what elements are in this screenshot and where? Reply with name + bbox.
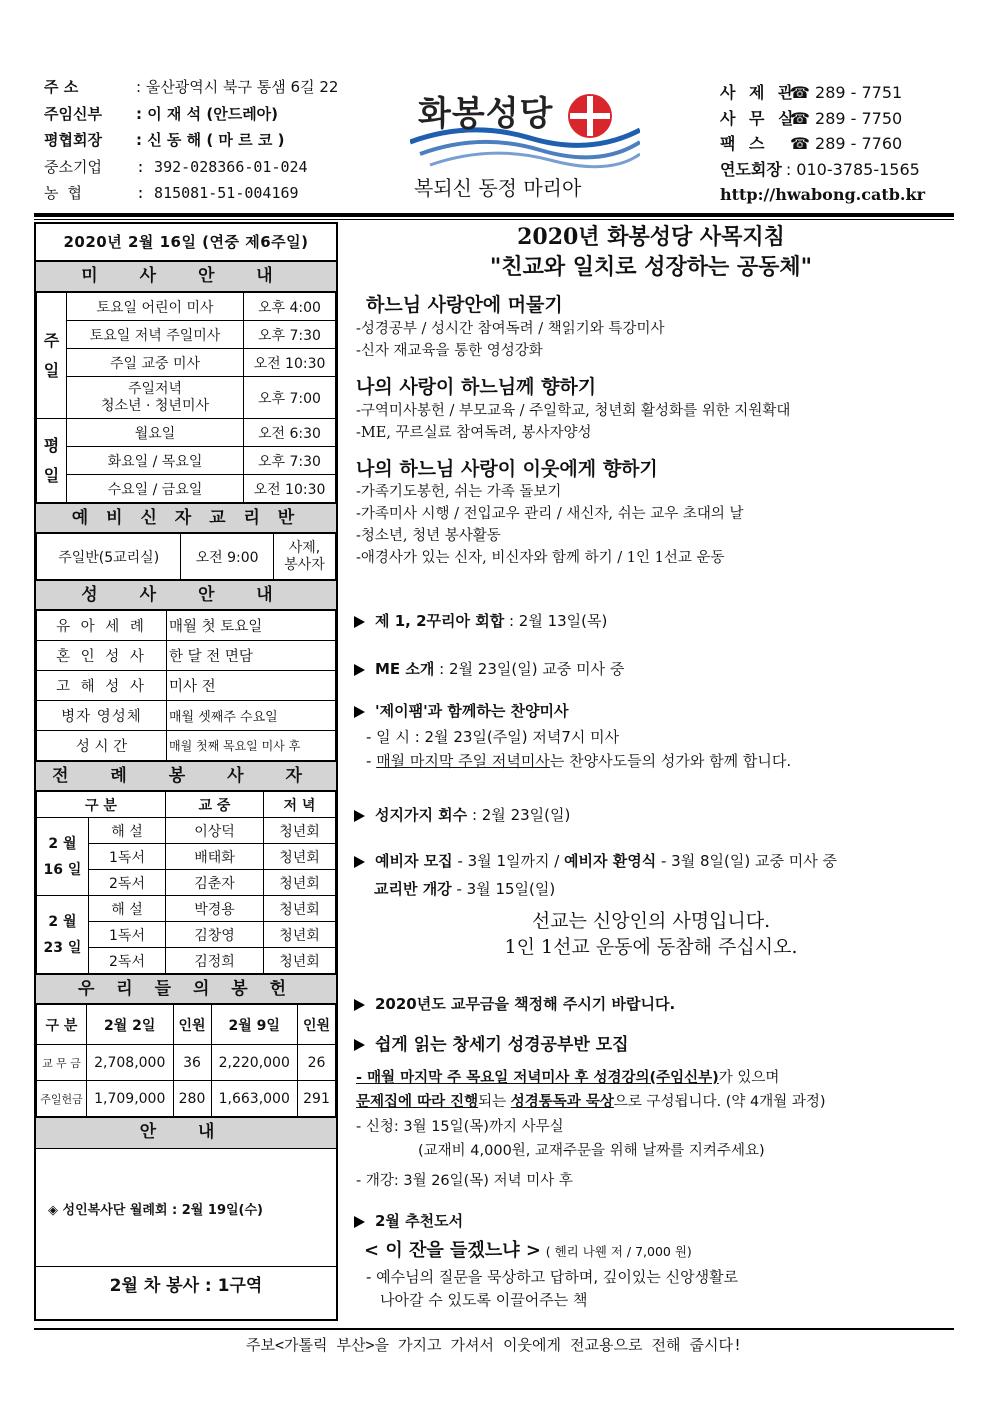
divider xyxy=(34,1328,954,1330)
goal2-heading: 나의 사랑이 하느님께 향하기 xyxy=(356,376,597,398)
offering-count: 291 xyxy=(298,1081,336,1117)
parish-logo xyxy=(410,80,640,210)
server-group: 청년회 xyxy=(264,870,336,896)
divider xyxy=(34,213,954,217)
offering-head: 구 분 xyxy=(37,1005,87,1045)
notice-section-title: 안 내 xyxy=(36,1117,336,1149)
news-catechumen: 예비자 모집 - 3월 1일까지 / 예비자 환영식 - 3월 8일(일) 교중 미사 중 xyxy=(354,850,837,871)
book-desc: - 예수님의 질문을 묵상하고 답하며, 깊이있는 신앙생활로 xyxy=(366,1268,739,1286)
bank1-label: 중소기업 xyxy=(44,157,102,176)
server-role: 1독서 xyxy=(89,922,166,948)
servers-head: 구 분 xyxy=(37,792,166,818)
goal2-item: -ME, 꾸르실료 참여독려, 봉사자양성 xyxy=(356,425,592,441)
bank1: : 392-028366-01-024 xyxy=(136,157,308,176)
news-praise-mass: '제이팸'과 함께하는 찬양미사 xyxy=(354,700,569,721)
goal1-item: -성경공부 / 성시간 참여독려 / 책읽기와 특강미사 xyxy=(356,321,665,337)
server-name: 배태화 xyxy=(166,844,264,870)
servers-date: 2 월 16 일 xyxy=(37,818,89,896)
header-contacts xyxy=(720,80,960,208)
pastor-label: 주임신부 xyxy=(44,104,102,123)
offering-type: 교 무 금 xyxy=(37,1045,87,1081)
sacrament-info: 매월 첫째 목요일 미사 후 xyxy=(167,731,336,761)
bank2-label: 농 협 xyxy=(44,184,83,202)
sacrament-name: 고 해 성 사 xyxy=(37,671,167,701)
footer-message: 주보<가톨릭 부산>을 가지고 가셔서 이웃에게 전교용으로 전해 줍시다! xyxy=(245,1336,743,1354)
goal3-heading: 나의 하느님 사랑이 이웃에게 향하기 xyxy=(356,458,658,480)
sacrament-section-title: 성 사 안 내 xyxy=(36,580,336,610)
servers-date: 2 월 23 일 xyxy=(37,896,89,974)
council: : 신 동 해 ( 마 르 코 ) xyxy=(136,131,285,149)
mass-name: 화요일 / 목요일 xyxy=(67,447,244,475)
mass-name: 토요일 저녁 주일미사 xyxy=(67,321,244,349)
arrow-icon xyxy=(354,810,365,822)
server-name: 김춘자 xyxy=(166,870,264,896)
mass-time: 오후 7:00 xyxy=(244,377,336,419)
offering-value: 1,663,000 xyxy=(211,1081,298,1117)
sacrament-name: 병자 영성체 xyxy=(37,701,167,731)
offering-value: 2,708,000 xyxy=(87,1045,174,1081)
bible-study-fee: (교재비 4,000원, 교재주문을 위해 날짜를 지켜주세요) xyxy=(418,1143,765,1159)
rectory-tel: ☎ 289 - 7751 xyxy=(790,83,903,102)
goal3-item: -가족기도봉헌, 쉬는 가족 돌보기 xyxy=(356,484,562,500)
address-label: 주 소 xyxy=(44,78,79,96)
goal3-item: -애경사가 있는 신자, 비신자와 함께 하기 / 1인 1선교 운동 xyxy=(356,550,725,566)
bible-study-signup: - 신청: 3월 15일(목)까지 사무실 xyxy=(356,1119,564,1135)
sacrament-name: 유 아 세 례 xyxy=(37,611,167,641)
server-role: 해 설 xyxy=(89,896,166,922)
sacrament-name: 혼 인 성 사 xyxy=(37,641,167,671)
office-tel: ☎ 289 - 7750 xyxy=(790,108,903,128)
mass-name: 주일저녁 청소년 · 청년미사 xyxy=(67,377,244,419)
news-catechism-start: 교리반 개강 - 3월 15일(일) xyxy=(374,880,556,898)
mass-name: 월요일 xyxy=(67,419,244,447)
mass-time: 오전 6:30 xyxy=(244,419,336,447)
server-group: 청년회 xyxy=(264,844,336,870)
server-role: 해 설 xyxy=(89,818,166,844)
bible-study-start: - 개강: 3월 26일(목) 저녁 미사 후 xyxy=(356,1173,573,1189)
offering-count: 26 xyxy=(298,1045,336,1081)
bulletin-date: 2020년 2월 16일 (연중 제6주일) xyxy=(36,224,336,262)
goal1-item: -신자 재교육을 통한 영성강화 xyxy=(356,343,543,359)
pastoral-motto: "친교와 일치로 성장하는 공동체" xyxy=(489,254,813,280)
rosary-tel: : 010-3785-1565 xyxy=(785,159,920,179)
offering-head: 2월 2일 xyxy=(87,1005,174,1045)
news-praise-note: - 매월 마지막 주일 저녁미사는 찬양사도들의 성가와 함께 합니다. xyxy=(366,752,792,770)
news-praise-date: - 일 시 : 2월 23일(주일) 저녁7시 미사 xyxy=(366,728,620,746)
header-info xyxy=(44,74,344,207)
mission-line: 선교는 신앙인의 사명입니다. xyxy=(531,910,771,932)
news-dues: 2020년도 교무금을 책정해 주시기 바랍니다. xyxy=(354,993,675,1014)
server-name: 김창영 xyxy=(166,922,264,948)
book-info: ( 헨리 나웬 저 / 7,000 원) xyxy=(545,1244,692,1259)
offering-type: 주일헌금 xyxy=(37,1081,87,1117)
goal1-heading: 하느님 사랑안에 머물기 xyxy=(366,294,563,316)
servers-head: 저 녁 xyxy=(264,792,336,818)
offering-head: 인원 xyxy=(173,1005,211,1045)
server-role: 2독서 xyxy=(89,948,166,974)
catechumen-class: 주일반(5교리실) xyxy=(37,534,181,580)
offering-table xyxy=(36,1004,336,1117)
mass-time: 오후 7:30 xyxy=(244,447,336,475)
rectory-label: 사 제 관 xyxy=(720,83,798,102)
mass-name: 토요일 어린이 미사 xyxy=(67,293,244,321)
book-title-line xyxy=(364,1236,692,1262)
catechumen-section-title: 예 비 신 자 교 리 반 xyxy=(36,503,336,533)
arrow-icon xyxy=(354,706,365,718)
sunday-label: 주 일 xyxy=(37,293,67,419)
notice-text: ◈ 성인복사단 월례회 : 2월 19일(수) xyxy=(36,1149,336,1267)
bible-study-line: 문제집에 따라 진행되는 성경통독과 묵상으로 구성됩니다. (약 4개월 과정) xyxy=(356,1094,826,1110)
mass-section-title: 미 사 안 내 xyxy=(36,262,336,292)
sacrament-info: 한 달 전 면담 xyxy=(167,641,336,671)
fax-label: 팩 스 xyxy=(720,134,769,153)
website-link[interactable]: http://hwabong.catb.kr xyxy=(720,185,925,204)
catechumen-teacher: 사제, 봉사자 xyxy=(273,534,335,580)
mass-time: 오전 10:30 xyxy=(244,475,336,503)
server-role: 2독서 xyxy=(89,870,166,896)
mass-time: 오후 4:00 xyxy=(244,293,336,321)
left-column xyxy=(34,222,338,1321)
parish-name: 화봉성당 xyxy=(418,94,554,134)
sacrament-info: 매월 첫 토요일 xyxy=(167,611,336,641)
mission-line: 1인 1선교 운동에 동참해 주십시오. xyxy=(504,936,798,958)
duty-text: 2월 차 봉사 : 1구역 xyxy=(109,1276,263,1296)
bible-study-line: - 매월 마지막 주 목요일 저녁미사 후 성경강의(주임신부)가 있으며 xyxy=(356,1070,780,1086)
rosary-label: 연도회장 xyxy=(720,159,782,179)
sacrament-name: 성 시 간 xyxy=(37,731,167,761)
arrow-icon xyxy=(354,1039,365,1051)
arrow-icon xyxy=(354,999,365,1011)
news-bible-study: 쉽게 읽는 창세기 성경공부반 모집 xyxy=(354,1030,629,1055)
goal3-item: -가족미사 시행 / 전입교우 관리 / 새신자, 쉬는 교우 초대의 날 xyxy=(356,506,744,522)
news-me: ME 소개 : 2월 23일(일) 교중 미사 중 xyxy=(354,658,624,679)
catechumen-table xyxy=(36,533,336,580)
offering-head: 2월 9일 xyxy=(211,1005,298,1045)
offering-value: 1,709,000 xyxy=(87,1081,174,1117)
offering-count: 280 xyxy=(173,1081,211,1117)
mass-time: 오전 10:30 xyxy=(244,349,336,377)
arrow-icon xyxy=(354,616,365,628)
servers-head: 교 중 xyxy=(166,792,264,818)
sacrament-info: 매월 셋째주 수요일 xyxy=(167,701,336,731)
goal3-item: -청소년, 청년 봉사활동 xyxy=(356,528,501,544)
news-books: 2월 추천도서 xyxy=(354,1210,463,1231)
server-name: 김정희 xyxy=(166,948,264,974)
bank2: : 815081-51-004169 xyxy=(136,184,299,202)
goal2-item: -구역미사봉헌 / 부모교육 / 주일학교, 청년회 활성화를 위한 지원확대 xyxy=(356,403,791,419)
offering-head: 인원 xyxy=(298,1005,336,1045)
sacrament-table xyxy=(36,610,336,761)
server-name: 이상덕 xyxy=(166,818,264,844)
book-desc: 나아갈 수 있도록 이끌어주는 책 xyxy=(380,1291,588,1309)
server-group: 청년회 xyxy=(264,922,336,948)
server-role: 1독서 xyxy=(89,844,166,870)
catechumen-time: 오전 9:00 xyxy=(181,534,274,580)
arrow-icon xyxy=(354,856,365,868)
server-group: 청년회 xyxy=(264,948,336,974)
mission-message xyxy=(348,908,954,960)
mass-name: 주일 교중 미사 xyxy=(67,349,244,377)
servers-section-title: 전 례 봉 사 자 xyxy=(36,761,336,791)
mass-name: 수요일 / 금요일 xyxy=(67,475,244,503)
server-group: 청년회 xyxy=(264,896,336,922)
offering-count: 36 xyxy=(173,1045,211,1081)
servers-table xyxy=(36,791,336,974)
offering-value: 2,220,000 xyxy=(211,1045,298,1081)
right-column xyxy=(348,218,954,1318)
arrow-icon xyxy=(354,1216,365,1228)
book-title: < 이 잔을 들겠느냐 > xyxy=(364,1240,541,1261)
pastor: : 이 재 석 (안드레아) xyxy=(136,104,279,123)
mass-time: 오후 7:30 xyxy=(244,321,336,349)
address: : 울산광역시 북구 통샘 6길 22 xyxy=(136,78,339,96)
server-group: 청년회 xyxy=(264,818,336,844)
mass-table xyxy=(36,292,336,503)
patron: 복되신 동정 마리아 xyxy=(414,176,582,200)
news-curia: 제 1, 2꾸리아 회합 : 2월 13일(목) xyxy=(354,610,607,631)
fax-tel: ☎ 289 - 7760 xyxy=(790,134,903,153)
offering-section-title: 우 리 들 의 봉 헌 xyxy=(36,974,336,1004)
server-name: 박경용 xyxy=(166,896,264,922)
council-label: 평협회장 xyxy=(44,131,102,149)
news-palm: 성지가지 회수 : 2월 23일(일) xyxy=(354,804,570,825)
weekday-label: 평 일 xyxy=(37,419,67,503)
office-label: 사 무 실 xyxy=(720,108,798,128)
sacrament-info: 미사 전 xyxy=(167,671,336,701)
pastoral-title: 2020년 화봉성당 사목지침 xyxy=(517,224,785,250)
arrow-icon xyxy=(354,664,365,676)
